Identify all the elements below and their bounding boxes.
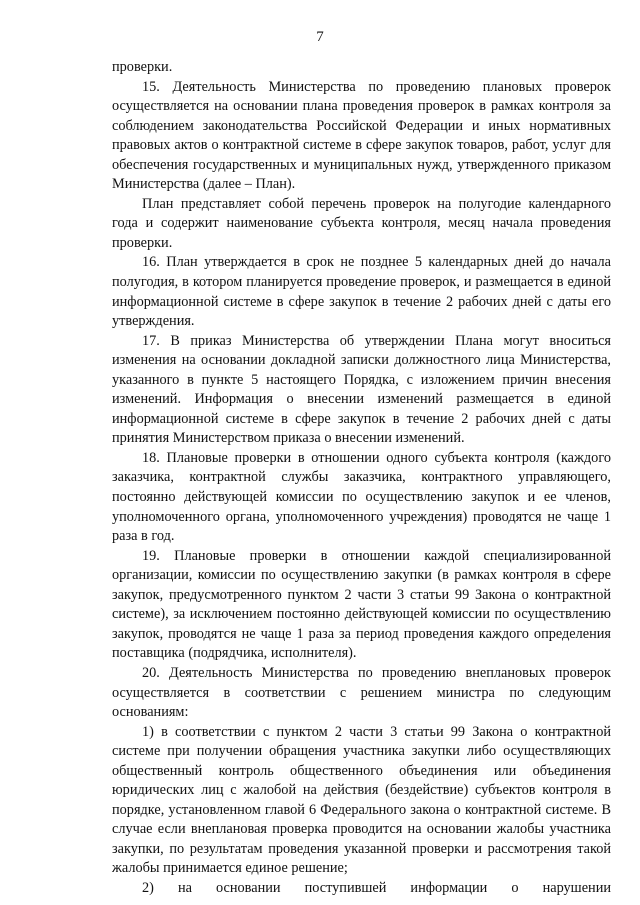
paragraph-20-item-2: 2) на основании поступившей информации о нарушении: [142, 879, 611, 896]
paragraph-18: 18. Плановые проверки в отношении одного субъекта контроля (каждого заказчика, контрактной службы заказчика, контрактного управляющего, постоянно действующей комиссии по осуществлению закупок и ее членов, уполномоченного органа, уполномоченного учреждения) проводятся не чаще 1 раза в год.: [112, 449, 611, 545]
paragraph-20-item-1: 1) в соответствии с пунктом 2 части 3 статьи 99 Закона о контрактной системе при получении обращения участника закупки либо осуществляющих общественный контроль общественного объединения или объединения юридических лиц с жалобой на действия (бездействие) субъектов контроля в порядке, установленном главой 6 Федерального закона о контрактной системе. В случае если внеплановая проверка проводится на основании жалобы участника закупки, по результатам проведения указанной проверки и рассмотрения такой жалобы принимается единое решение;: [112, 723, 611, 877]
paragraph-20: 20. Деятельность Министерства по проведению внеплановых проверок осуществляется в соответствии с решением министра по следующим основаниям:: [112, 664, 611, 721]
paragraph-19: 19. Плановые проверки в отношении каждой специализированной организации, комиссии по осуществлению закупки (в рамках контроля в сфере закупок, предусмотренного пунктом 2 части 3 статьи 99 Закона о контрактной системе), за исключением постоянно действующей комиссии по осуществлению закупок, проводятся не чаще 1 раза за период проведения каждого определения поставщика (подрядчика, исполнителя).: [112, 547, 611, 662]
paragraph-15: 15. Деятельность Министерства по проведению плановых проверок осуществляется на основании плана проведения проверок в рамках контроля за соблюдением законодательства Российской Федерации и иных нормативных правовых актов о контрактной системе в сфере закупок товаров, работ, услуг для обеспечения государственных и муниципальных нужд, утвержденного приказом Министерства (далее – План).: [112, 78, 611, 193]
paragraph-continuation: проверки.: [112, 59, 173, 75]
document-body: [112, 58, 611, 899]
paragraph-17: 17. В приказ Министерства об утверждении Плана могут вноситься изменения на основании докладной записки должностного лица Министерства, указанного в пункте 5 настоящего Порядка, с изложением причин внесения изменений. Информация о внесении изменений размещается в единой информационной системе в сфере закупок в течение 2 рабочих дней с даты принятия Министерством приказа о внесении изменений.: [112, 332, 611, 447]
paragraph-16: 16. План утверждается в срок не позднее 5 календарных дней до начала полугодия, в котором планируется проведение проверок, и размещается в единой информационной системе в сфере закупок в течение 2 рабочих дней с даты его утверждения.: [112, 254, 611, 330]
page-number: 7: [316, 29, 324, 45]
paragraph-plan-description: План представляет собой перечень проверок на полугодие календарного года и содержит наименование субъекта контроля, месяц начала проведения проверки.: [112, 195, 611, 251]
